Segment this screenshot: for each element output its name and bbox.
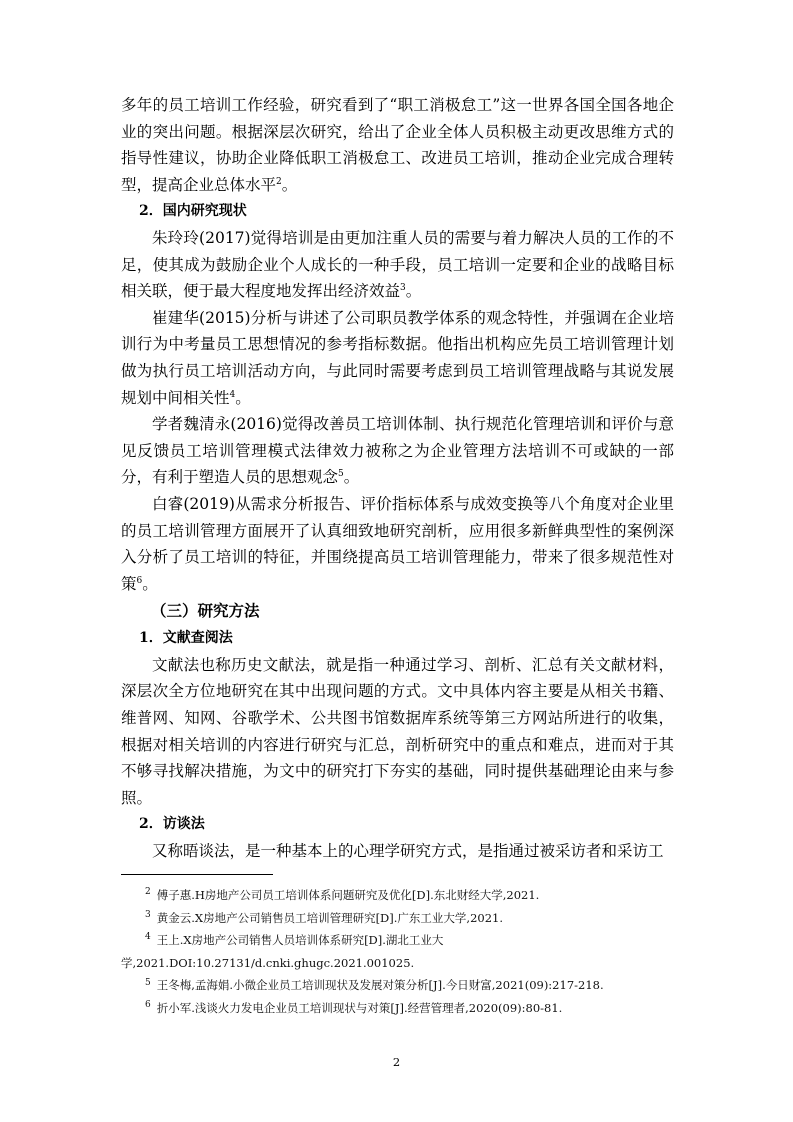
footnote-text: 王上.X房地产公司销售人员培训体系研究[D].湖北工业大 — [156, 933, 444, 948]
footnote-text: 傅子惠.H房地产公司员工培训体系问题研究及优化[D].东北财经大学,2021. — [156, 888, 540, 902]
footnote-ref-5[interactable]: 5 — [338, 469, 344, 480]
heading-domestic-research: 2．国内研究现状 — [139, 203, 247, 220]
paragraph-text: 崔建华(2015)分析与讲述了公司职员教学体系的观念特性，并强调在企业培训行为中考量员工思想情况的参考指标数据。他指出机构应先员工培训管理计划做为执行员工培训活动方向，与此同时需要考虑到员工培训管理战略与其说发展规划中间相关性 — [121, 308, 674, 407]
footnote-number: 6 — [145, 1000, 151, 1011]
paragraph-text: 多年的员工培训工作经验，研究看到了“职工消极怠工”这一世界各国全国各地企业的突出问题。根据深层次研究，给出了企业全体人员积极主动更改思维方式的指导性建议，协助企业降低职工消极怠工、改进员工培训，推动企业完成合理转型，提高企业总体水平 — [121, 96, 674, 194]
page-number: 2 — [392, 1055, 401, 1069]
footnote-3 — [121, 907, 674, 930]
paragraph-bai — [121, 491, 674, 597]
footnote-text: 黄金云.X房地产公司销售员工培训管理研究[D].广东工业大学,2021. — [156, 910, 504, 925]
paragraph-literature-method: 文献法也称历史文献法，就是指一种通过学习、剖析、汇总有关文献材料，深层次全方位地研究在其中出现问题的方式。文中具体内容主要是从相关书籍、维普网、知网、谷歌学术、公共图书馆数据库系统等第三方网站所进行的收集，根据对相关培训的内容进行研究与汇总，剖析研究中的重点和难点，进而对于其不够寻找解决措施，为文中的研究打下夯实的基础，同时提供基础理论由来与参照。 — [121, 655, 674, 807]
footnote-ref-3[interactable]: 3 — [400, 283, 406, 293]
footnotes — [121, 884, 674, 1020]
paragraph-text: 白睿(2019)从需求分析报告、评价指标体系与成效变换等八个角度对企业里的员工培训管理方面展开了认真细致地研究剖析，应用很多新鲜典型性的案例深入分析了员工培训的特征，并围绕提高员工培训管理能力，带来了很多规范性对策 — [121, 494, 674, 593]
footnote-4 — [121, 929, 674, 952]
paragraph-end: 。 — [343, 468, 360, 487]
paragraph-text: 学者魏清永(2016)觉得改善员工培训体制、执行规范化管理培训和评价与意见反馈员工培训管理模式法律效力被称之为企业管理方法培训不可或缺的一部分，有利于塑造人员的思想观念 — [121, 415, 674, 487]
footnote-5 — [121, 974, 674, 997]
footnote-ref-2[interactable]: 2 — [276, 176, 282, 187]
footnote-ref-6[interactable]: 6 — [136, 575, 143, 586]
paragraph-end: 。 — [142, 574, 158, 593]
body-text — [121, 92, 674, 865]
footnote-separator — [121, 874, 273, 875]
footnote-number: 4 — [145, 932, 151, 943]
heading-research-methods: （三）研究方法 — [151, 601, 260, 621]
footnote-4-continuation: 学,2021.DOI:10.27131/d.cnki.ghugc.2021.001025. — [121, 955, 415, 970]
footnote-text: 折小军.浅谈火力发电企业员工培训现状与对策[J].经营管理者,2020(09):80-81. — [156, 1000, 563, 1015]
paragraph-cui — [121, 305, 674, 411]
paragraph-zhu — [121, 225, 674, 305]
footnote-number: 2 — [145, 887, 151, 898]
heading-interview-method: 2．访谈法 — [139, 816, 205, 833]
footnote-number: 3 — [145, 909, 151, 920]
paragraph-end: 。 — [281, 175, 298, 194]
paragraph-end: 。 — [405, 282, 422, 301]
footnote-6 — [121, 997, 674, 1020]
footnote-text: 王冬梅,孟海娟.小微企业员工培训现状及发展对策分析[J].今日财富,2021(09):217-218. — [156, 978, 604, 993]
footnote-ref-4[interactable]: 4 — [229, 389, 236, 400]
footnote-number: 5 — [145, 977, 151, 988]
footnote-2 — [121, 884, 674, 907]
paragraph-wei — [121, 411, 674, 491]
paragraph-text: 朱玲玲(2017)觉得培训是由更加注重人员的需要与着力解决人员的工作的不足，使其成为鼓励企业个人成长的一种手段，员工培训一定要和企业的战略目标相关联，便于最大程度地发挥出经济效益 — [121, 228, 674, 301]
heading-literature-method: 1．文献查阅法 — [139, 630, 233, 647]
paragraph-end: 。 — [235, 388, 251, 407]
paragraph-interview-method: 又称晤谈法，是一种基本上的心理学研究方式，是指通过被采访者和采访工 — [152, 842, 664, 861]
paragraph-continuation — [121, 92, 674, 198]
